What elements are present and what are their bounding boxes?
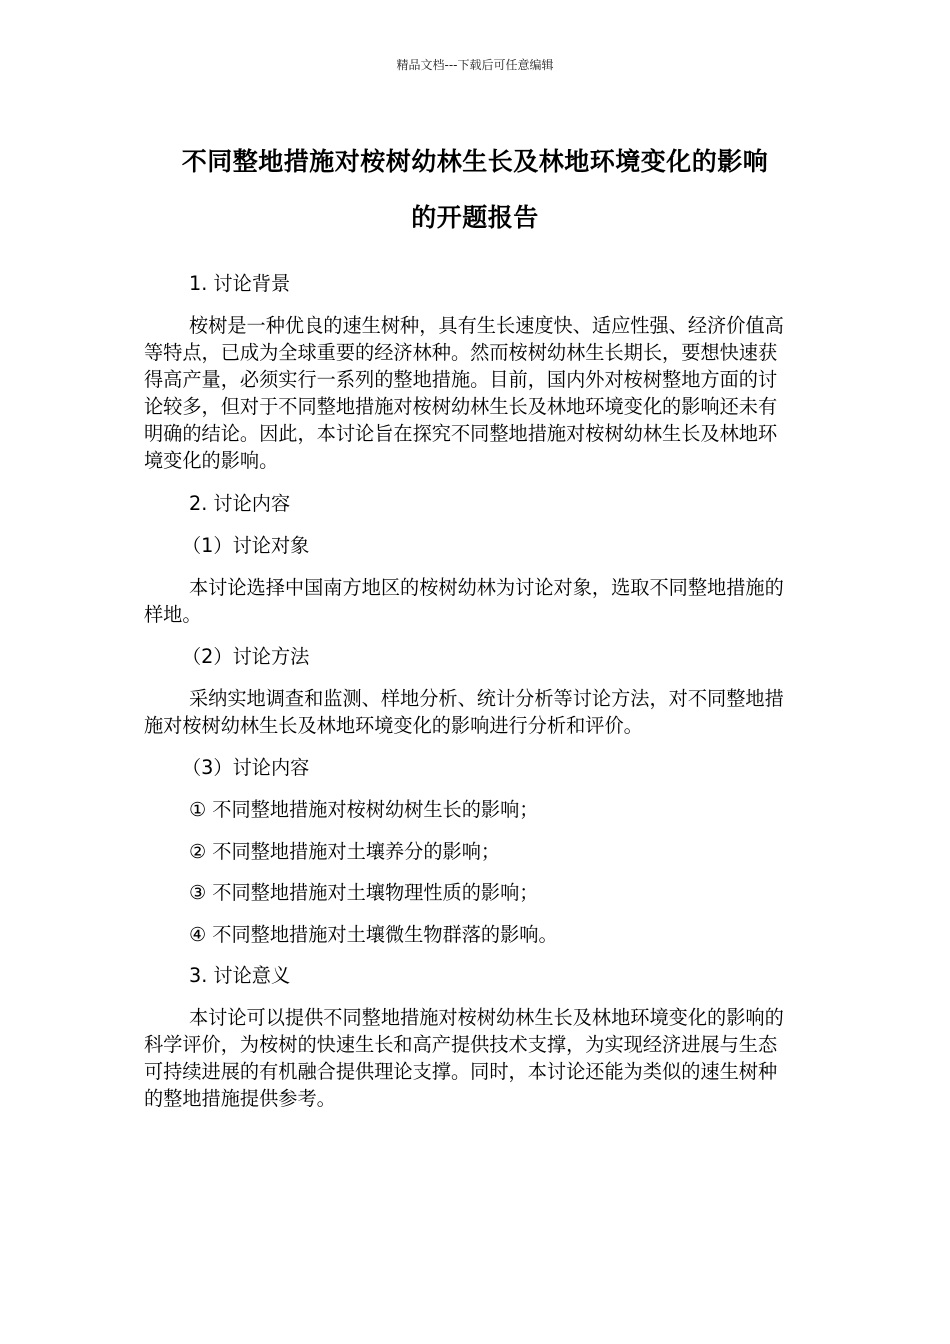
section-2-sub1-heading: （1）讨论对象 <box>182 534 310 557</box>
section-2-sub3-heading: （3）讨论内容 <box>182 756 310 779</box>
list-item: ① 不同整地措施对桉树幼树生长的影响； <box>189 798 539 821</box>
section-1-paragraph: 桉树是一种优良的速生树种，具有生长速度快、适应性强、经济价值高等特点，已成为全球重要的经济林种。然而桉树幼林生长期长，要想快速获得高产量，必须实行一系列的整地措施。目前，国内外对桉树整地方面的讨论较多，但对于不同整地措施对桉树幼林生长及林地环境变化的影响还未有明确的结论。因此，本讨论旨在探究不同整地措施对桉树幼林生长及林地环境变化的影响。 <box>144 314 784 472</box>
section-2-sub1-paragraph: 本讨论选择中国南方地区的桉树幼林为讨论对象，选取不同整地措施的样地。 <box>144 576 784 626</box>
header-note: 精品文档---下载后可任意编辑 <box>396 58 554 72</box>
section-3-paragraph: 本讨论可以提供不同整地措施对桉树幼林生长及林地环境变化的影响的科学评价，为桉树的快速生长和高产提供技术支撑，为实现经济进展与生态可持续进展的有机融合提供理论支撑。同时，本讨论还能为类似的速生树种的整地措施提供参考。 <box>144 1006 784 1110</box>
section-2-sub2-heading: （2）讨论方法 <box>182 645 310 668</box>
list-item: ② 不同整地措施对土壤养分的影响； <box>189 840 501 863</box>
list-item: ④ 不同整地措施对土壤微生物群落的影响。 <box>189 923 558 946</box>
section-3-heading: 3. 讨论意义 <box>189 964 291 987</box>
section-1-heading: 1. 讨论背景 <box>189 272 291 295</box>
title-line-2: 的开题报告 <box>411 203 539 232</box>
list-item: ③ 不同整地措施对土壤物理性质的影响； <box>189 881 539 904</box>
title-line-1: 不同整地措施对桉树幼林生长及林地环境变化的影响 <box>181 147 769 176</box>
section-2-heading: 2. 讨论内容 <box>189 492 291 515</box>
document-title <box>120 134 830 246</box>
section-2-sub2-paragraph: 采纳实地调查和监测、样地分析、统计分析等讨论方法，对不同整地措施对桉树幼林生长及林地环境变化的影响进行分析和评价。 <box>144 687 784 737</box>
